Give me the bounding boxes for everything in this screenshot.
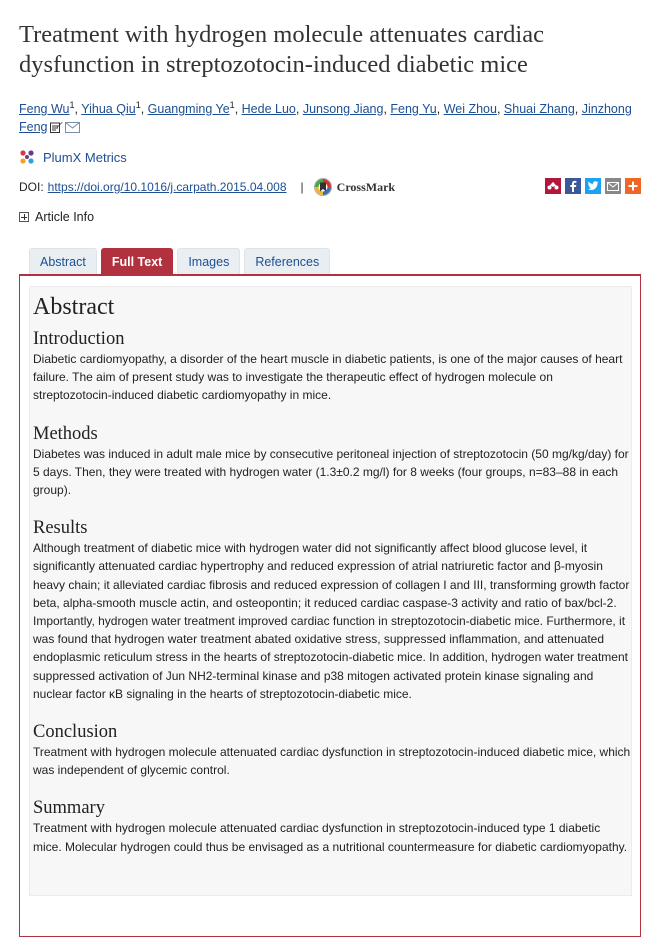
facebook-icon[interactable] xyxy=(565,178,581,194)
tab-images[interactable]: Images xyxy=(177,248,240,274)
doi-row xyxy=(19,177,641,197)
author-link[interactable]: Feng Yu xyxy=(390,102,437,117)
more-share-icon[interactable] xyxy=(625,178,641,194)
expand-icon xyxy=(19,212,29,222)
doi-label: DOI: xyxy=(19,180,44,194)
email-share-icon[interactable] xyxy=(605,178,621,194)
tab-abstract[interactable]: Abstract xyxy=(29,248,97,274)
section-text-methods: Diabetes was induced in adult male mice by consecutive peritoneal injection of streptozotocin (50 mg/kg/day) for 5 days. Then, they were treated with hydrogen water (1.3±0.2 mg/l) for 8 weeks (four groups, n=83–88 in each group). xyxy=(33,446,629,498)
author-link[interactable]: Jinzhong Feng xyxy=(19,102,632,134)
doi-link[interactable]: https://doi.org/10.1016/j.carpath.2015.04.008 xyxy=(47,180,287,194)
affiliation-sup: 1 xyxy=(69,100,75,110)
crossmark-label: CrossMark xyxy=(336,179,396,194)
twitter-icon[interactable] xyxy=(585,178,601,194)
abstract-content xyxy=(33,293,631,856)
tab-references[interactable]: References xyxy=(244,248,330,274)
tab-full-text[interactable]: Full Text xyxy=(101,248,173,274)
separator: | xyxy=(300,180,304,194)
edit-note-icon[interactable] xyxy=(50,121,63,139)
plumx-label: PlumX Metrics xyxy=(43,149,127,165)
author-link[interactable]: Shuai Zhang xyxy=(503,102,575,117)
tab-bar xyxy=(29,248,330,274)
share-toolbar xyxy=(545,178,641,194)
email-icon[interactable] xyxy=(65,121,80,139)
author-link[interactable]: Feng Wu xyxy=(19,102,70,117)
full-text-panel xyxy=(19,274,641,937)
author-link[interactable]: Wei Zhou xyxy=(443,102,497,117)
section-text-results: Although treatment of diabetic mice with hydrogen water did not significantly affect blood glucose level, it significantly attenuated cardiac hypertrophy and reduced expression of atrial natriuretic factor and β-myosin heavy chain; it alleviated cardiac fibrosis and reduced expression of collagen I and III, transforming growth factor beta, alpha-smooth muscle actin, and osteopontin; it reduced cardiac caspase-3 activity and ratio of bax/bcl-2. Importantly, hydrogen water treatment improved cardiac function in streptozotocin-diabetic mice. Furthermore, it was found that hydrogen water treatment abated oxidative stress, suppressed inflammation, and attenuated endoplasmic reticulum stress in the hearts of streptozotocin-diabetic mice. In addition, hydrogen water treatment suppressed activation of Jun NH2-terminal kinase and p38 mitogen activated protein kinase signaling and nuclear factor κB signaling in the hearts of streptozotocin-diabetic mice. xyxy=(33,541,630,701)
plumx-icon xyxy=(19,149,35,165)
author-link[interactable]: Yihua Qiu xyxy=(81,102,136,117)
section-text-conclusion: Treatment with hydrogen molecule attenuated cardiac dysfunction in streptozotocin-induced diabetic mice, which was independent of glycemic control. xyxy=(33,745,631,778)
affiliation-sup: 1 xyxy=(229,100,235,110)
section-text-introduction: Diabetic cardiomyopathy, a disorder of the heart muscle in diabetic patients, is one of the major causes of heart failure. The aim of present study was to investigate the therapeutic effect of hydrogen molecule on streptozotocin-induced diabetic cardiomyopathy in mice. xyxy=(33,352,623,403)
crossmark-icon xyxy=(314,178,332,196)
author-link[interactable]: Hede Luo xyxy=(241,102,296,117)
section-heading-results: Results xyxy=(33,518,88,539)
section-heading-summary: Summary xyxy=(33,798,105,819)
author-link[interactable]: Junsong Jiang xyxy=(302,102,384,117)
section-heading-introduction: Introduction xyxy=(33,329,125,349)
section-heading-methods: Methods xyxy=(33,423,98,444)
article-info-label: Article Info xyxy=(35,210,95,224)
article-info-toggle[interactable] xyxy=(19,210,94,224)
crossmark-button[interactable] xyxy=(314,178,395,196)
abstract-box xyxy=(29,286,632,896)
mendeley-icon[interactable] xyxy=(545,178,561,194)
abstract-heading: Abstract xyxy=(33,294,115,320)
section-heading-conclusion: Conclusion xyxy=(33,722,118,743)
author-list: Feng Wu$^1$, Yihua Qiu$^1$, Guangming Ye$^1$, Hede Luo, Junsong Jiang, Feng Yu, Wei Zhou, Shuai Zhang, Jinzhong Feng xyxy=(19,97,639,138)
article-title: Treatment with hydrogen molecule attenuates cardiac dysfunction in streptozotocin-induced diabetic mice xyxy=(19,21,544,78)
section-text-summary: Treatment with hydrogen molecule attenuated cardiac dysfunction in streptozotocin-induced type 1 diabetic mice. Molecular hydrogen could thus be envisaged as a nutritional countermeasure for diabetic cardiomyopathy. xyxy=(33,821,628,854)
plumx-metrics-link[interactable] xyxy=(19,149,127,165)
author-link[interactable]: Guangming Ye xyxy=(147,102,230,117)
affiliation-sup: 1 xyxy=(135,100,141,110)
